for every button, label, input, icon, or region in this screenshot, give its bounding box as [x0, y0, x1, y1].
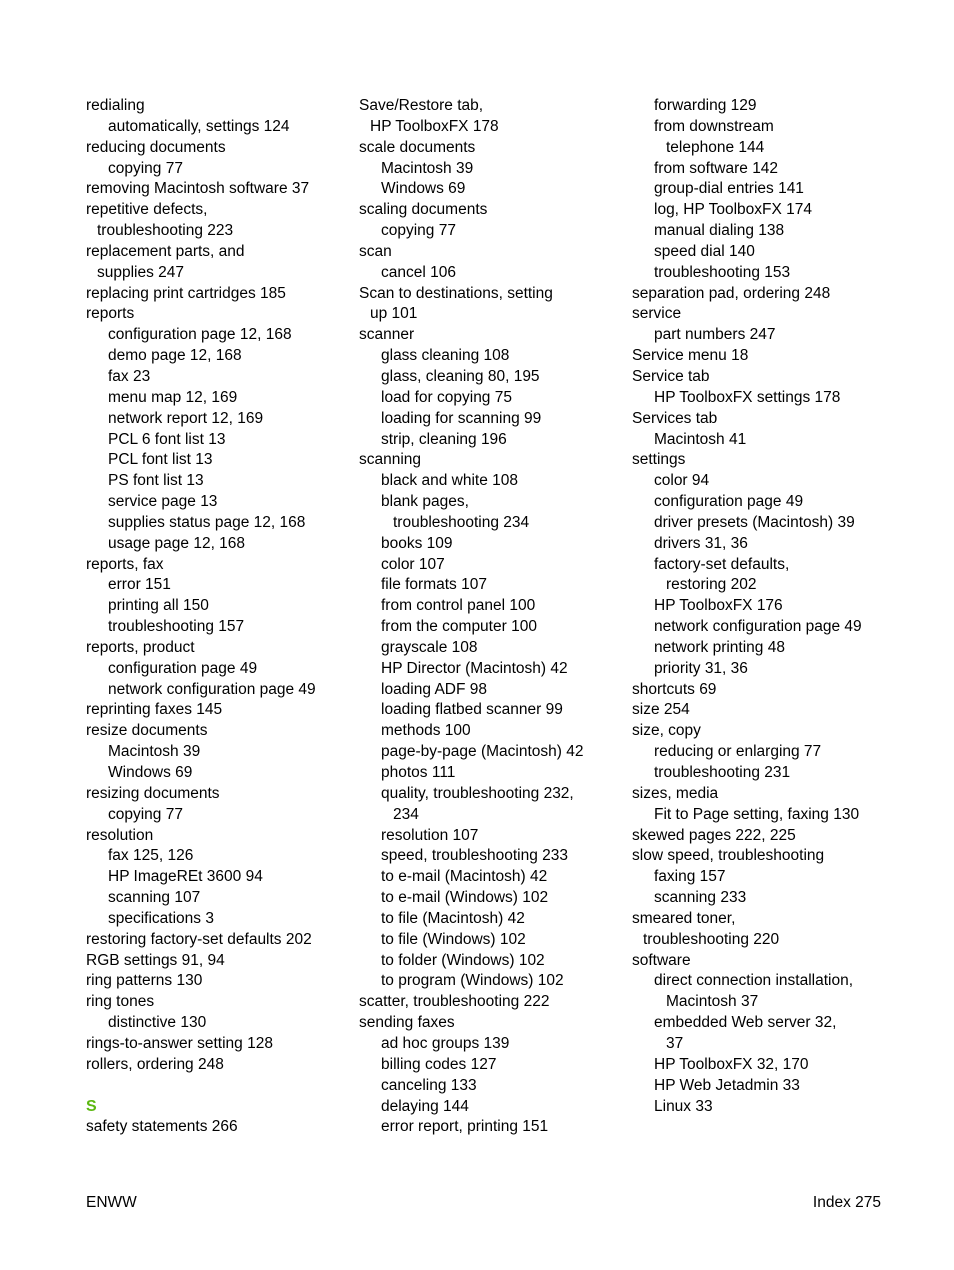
index-subentry: faxing 157 — [654, 868, 726, 886]
index-entry: Service menu 18 — [632, 347, 749, 365]
index-subentry: color 94 — [654, 472, 710, 490]
index-subentry: PCL 6 font list 13 — [108, 430, 226, 448]
index-subentry: part numbers 247 — [654, 326, 776, 344]
index-subentry: HP ToolboxFX settings 178 — [654, 388, 841, 406]
index-entry: Scan to destinations, setting — [359, 284, 553, 302]
index-subentry: log, HP ToolboxFX 174 — [654, 201, 812, 219]
index-subentry: Fit to Page setting, faxing 130 — [654, 805, 860, 823]
index-entry: scatter, troubleshooting 222 — [359, 993, 550, 1011]
index-subentry: manual dialing 138 — [654, 222, 785, 240]
index-subentry: reducing or enlarging 77 — [654, 743, 822, 761]
index-subentry: HP ImageREt 3600 94 — [108, 868, 263, 886]
index-entry: reprinting faxes 145 — [86, 701, 223, 719]
index-subentry: troubleshooting 220 — [643, 930, 780, 948]
index-subentry: distinctive 130 — [108, 1014, 207, 1032]
index-subentry: to e-mail (Macintosh) 42 — [381, 868, 548, 886]
index-entry: rollers, ordering 248 — [86, 1055, 224, 1073]
index-subentry: photos 111 — [381, 764, 456, 781]
index-entry: scan — [359, 242, 392, 260]
index-subentry: configuration page 12, 168 — [108, 326, 292, 344]
index-entry: scanning — [359, 451, 422, 469]
index-entry: sizes, media — [632, 784, 719, 802]
index-entry: Services tab — [632, 409, 718, 427]
index-entry: resolution — [86, 826, 154, 844]
index-subentry: embedded Web server 32, — [654, 1014, 837, 1032]
index-subentry: from software 142 — [654, 159, 779, 177]
index-entry: scanner — [359, 326, 415, 344]
section-spacer — [86, 1076, 316, 1097]
index-subentry: troubleshooting 231 — [654, 764, 791, 781]
index-subentry: copying 77 — [381, 222, 456, 240]
index-entry: replacing print cartridges 185 — [86, 284, 286, 302]
index-subentry: glass, cleaning 80, 195 — [381, 367, 540, 385]
index-subentry: speed, troubleshooting 233 — [381, 847, 569, 865]
index-subentry: specifications 3 — [108, 909, 214, 927]
index-subentry: loading for scanning 99 — [381, 409, 542, 427]
index-subentry: to program (Windows) 102 — [381, 972, 564, 990]
index-subentry: PCL font list 13 — [108, 451, 213, 469]
index-subentry: fax 125, 126 — [108, 847, 194, 865]
index-subentry: Macintosh 41 — [654, 430, 747, 448]
index-subentry: priority 31, 36 — [654, 659, 748, 677]
index-entry: slow speed, troubleshooting — [632, 847, 825, 865]
index-subentry: Linux 33 — [654, 1097, 713, 1115]
index-subentry: canceling 133 — [381, 1076, 477, 1094]
index-subentry: drivers 31, 36 — [654, 534, 748, 552]
index-entry: ring patterns 130 — [86, 972, 203, 990]
index-subentry: troubleshooting 153 — [654, 263, 791, 281]
index-entry: restoring factory-set defaults 202 — [86, 930, 312, 948]
index-column-2 — [359, 96, 583, 1138]
index-subentry: methods 100 — [381, 722, 471, 740]
index-subentry: PS font list 13 — [108, 472, 204, 490]
index-subentry: driver presets (Macintosh) 39 — [654, 513, 855, 531]
index-entry: service — [632, 305, 682, 323]
index-subentry: direct connection installation, — [654, 972, 854, 990]
index-subentry: HP ToolboxFX 176 — [654, 597, 783, 615]
index-subentry: load for copying 75 — [381, 388, 512, 406]
index-subentry: printing all 150 — [108, 597, 209, 615]
index-entry: reports — [86, 305, 135, 323]
index-subentry: troubleshooting 223 — [97, 222, 234, 240]
index-subentry: network configuration page 49 — [654, 618, 862, 636]
index-entry: scale documents — [359, 138, 476, 156]
index-subentry: HP Web Jetadmin 33 — [654, 1076, 800, 1094]
index-column-3 — [632, 96, 862, 1117]
index-entry: Save/Restore tab, — [359, 97, 484, 114]
index-subentry: copying 77 — [108, 159, 183, 177]
index-entry: ring tones — [86, 993, 155, 1011]
index-subentry: scanning 233 — [654, 889, 747, 907]
index-subentry: loading flatbed scanner 99 — [381, 701, 563, 719]
index-subentry: Macintosh 39 — [381, 159, 474, 177]
index-subentry: factory-set defaults, — [654, 555, 790, 573]
index-subentry: billing codes 127 — [381, 1055, 497, 1073]
index-subentry: glass cleaning 108 — [381, 347, 510, 365]
index-entry: sending faxes — [359, 1014, 455, 1032]
index-subentry: grayscale 108 — [381, 638, 478, 656]
index-subentry: network report 12, 169 — [108, 409, 264, 427]
index-subentry: from the computer 100 — [381, 618, 537, 636]
index-entry: scaling documents — [359, 201, 488, 219]
index-subentry: 37 — [666, 1034, 684, 1052]
index-column-1 — [86, 96, 316, 1138]
index-subentry: books 109 — [381, 534, 453, 552]
index-subentry: HP Director (Macintosh) 42 — [381, 659, 568, 677]
index-entry: rings-to-answer setting 128 — [86, 1034, 273, 1052]
index-entry: separation pad, ordering 248 — [632, 284, 831, 302]
index-subentry: quality, troubleshooting 232, — [381, 784, 574, 802]
index-subentry: up 101 — [370, 305, 418, 323]
index-subentry: speed dial 140 — [654, 242, 755, 260]
index-subentry: black and white 108 — [381, 472, 519, 490]
index-subentry: to e-mail (Windows) 102 — [381, 889, 549, 907]
index-subentry: blank pages, — [381, 493, 469, 511]
index-subentry: configuration page 49 — [654, 493, 804, 511]
index-entry: RGB settings 91, 94 — [86, 951, 225, 969]
index-subentry: error 151 — [108, 576, 171, 594]
index-entry: settings — [632, 451, 686, 469]
index-subentry: fax 23 — [108, 367, 151, 385]
index-subentry: to file (Windows) 102 — [381, 930, 526, 948]
index-entry: shortcuts 69 — [632, 680, 717, 698]
index-subentry: supplies 247 — [97, 263, 185, 281]
index-subentry: from downstream — [654, 117, 774, 135]
index-subentry: resolution 107 — [381, 826, 479, 844]
index-subentry: troubleshooting 157 — [108, 618, 245, 636]
index-subentry: Macintosh 37 — [666, 993, 759, 1011]
section-letter-heading: S — [86, 1097, 97, 1115]
index-subentry: color 107 — [381, 555, 445, 573]
index-subentry: to folder (Windows) 102 — [381, 951, 545, 969]
index-subentry: HP ToolboxFX 178 — [370, 117, 499, 135]
index-subentry: usage page 12, 168 — [108, 534, 246, 552]
index-entry: reports, product — [86, 638, 195, 656]
index-subentry: restoring 202 — [666, 576, 757, 594]
index-entry: Service tab — [632, 367, 710, 385]
index-subentry: troubleshooting 234 — [393, 513, 530, 531]
index-subentry: network configuration page 49 — [108, 680, 316, 698]
index-subentry: 234 — [393, 805, 419, 823]
index-subentry: cancel 106 — [381, 263, 456, 281]
index-entry: removing Macintosh software 37 — [86, 180, 310, 198]
index-subentry: Windows 69 — [108, 764, 193, 781]
index-subentry: scanning 107 — [108, 889, 201, 907]
index-entry: software — [632, 951, 691, 969]
index-entry: smeared toner, — [632, 909, 736, 927]
index-subentry: error report, printing 151 — [381, 1118, 549, 1136]
index-subentry: configuration page 49 — [108, 659, 258, 677]
index-subentry: copying 77 — [108, 805, 183, 823]
index-entry: redialing — [86, 97, 145, 114]
footer-publication-code: ENWW — [86, 1194, 137, 1211]
index-subentry: forwarding 129 — [654, 97, 757, 114]
index-subentry: delaying 144 — [381, 1097, 469, 1115]
index-subentry: service page 13 — [108, 493, 218, 511]
index-entry: resize documents — [86, 722, 208, 740]
index-subentry: automatically, settings 124 — [108, 117, 290, 135]
index-entry: resizing documents — [86, 784, 220, 802]
index-subentry: from control panel 100 — [381, 597, 536, 615]
index-entry: repetitive defects, — [86, 201, 208, 219]
index-subentry: file formats 107 — [381, 576, 487, 594]
index-subentry: Macintosh 39 — [108, 743, 201, 761]
index-subentry: group-dial entries 141 — [654, 180, 804, 198]
index-entry: skewed pages 222, 225 — [632, 826, 796, 844]
index-subentry: to file (Macintosh) 42 — [381, 909, 525, 927]
index-subentry: loading ADF 98 — [381, 680, 487, 698]
index-entry: replacement parts, and — [86, 242, 245, 260]
index-subentry: menu map 12, 169 — [108, 388, 238, 406]
index-subentry: supplies status page 12, 168 — [108, 513, 306, 531]
index-subentry: ad hoc groups 139 — [381, 1034, 510, 1052]
index-subentry: telephone 144 — [666, 138, 765, 156]
index-subentry: strip, cleaning 196 — [381, 430, 507, 448]
index-subentry: page-by-page (Macintosh) 42 — [381, 743, 584, 761]
index-entry: reports, fax — [86, 555, 164, 573]
index-entry: size, copy — [632, 722, 701, 740]
index-subentry: network printing 48 — [654, 638, 785, 656]
index-subentry: Windows 69 — [381, 180, 466, 198]
index-entry: safety statements 266 — [86, 1118, 238, 1136]
index-entry: reducing documents — [86, 138, 226, 156]
index-subentry: demo page 12, 168 — [108, 347, 242, 365]
index-entry: size 254 — [632, 701, 690, 719]
index-subentry: HP ToolboxFX 32, 170 — [654, 1055, 809, 1073]
footer-page-number: Index 275 — [812, 1194, 881, 1211]
